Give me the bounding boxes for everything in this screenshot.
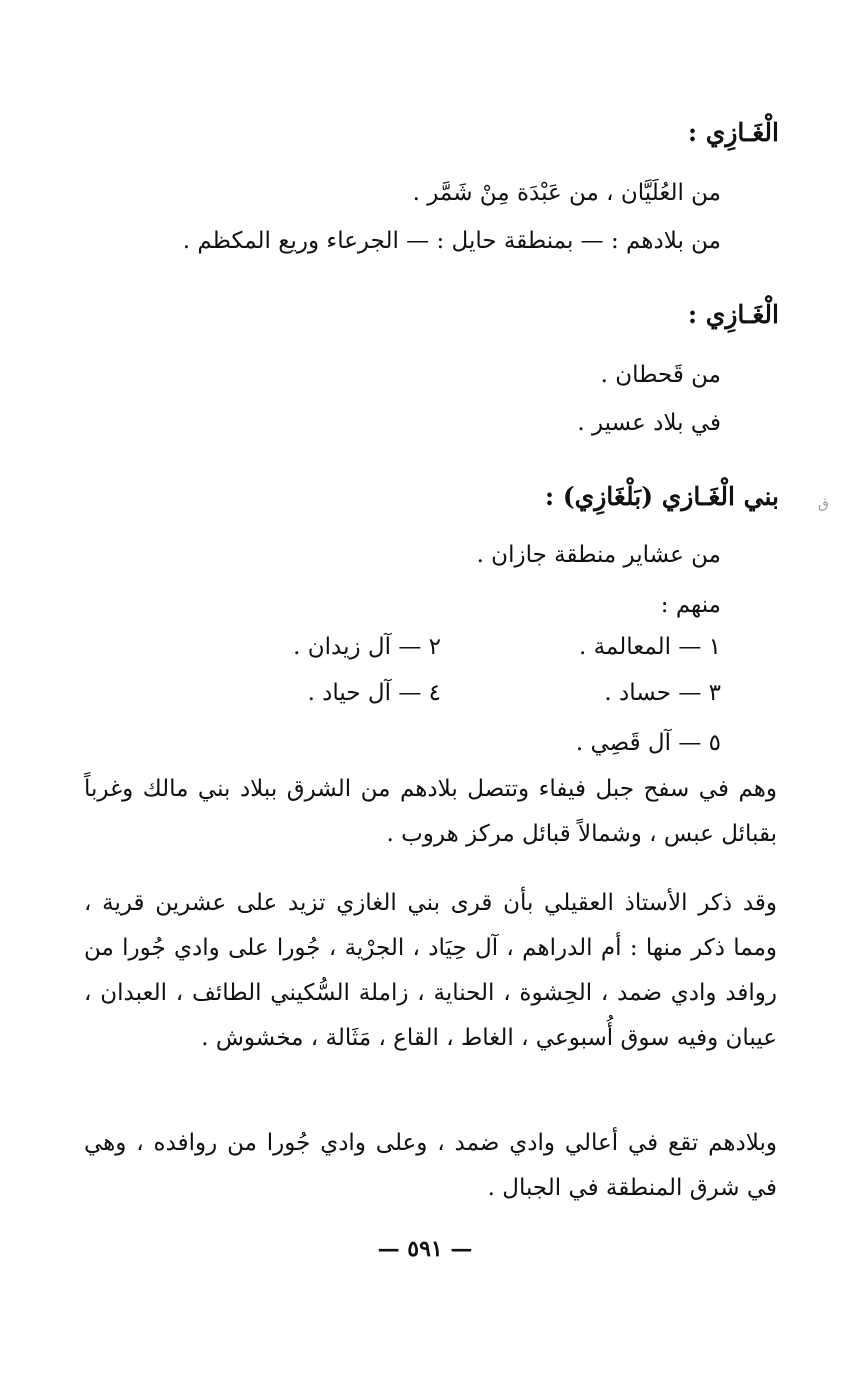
entry-2-line-1: من قَحطان . xyxy=(600,362,721,388)
paragraph-3: وبلادهم تقع في أعالي وادي ضمد ، وعلى وادي جُورا من روافده ، وهي في شرق المنطقة في الجبال . xyxy=(84,1130,777,1201)
entry-heading-1: الْغَـازِي : xyxy=(687,118,779,147)
entry-3-line-2: منهم : xyxy=(660,592,721,618)
entry-heading-2: الْغَـازِي : xyxy=(687,300,779,329)
margin-mark: ق xyxy=(818,496,829,512)
entry-1-line-1: من العُلَيَّان ، من عَبْدَة مِنْ شَمَّر . xyxy=(412,180,721,206)
page-number: — ٥٩١ — xyxy=(377,1236,473,1262)
entry-heading-3: بني الْغَـازي (بَلْغَازِي) : xyxy=(544,482,779,511)
list-item: ٢ — آل زيدان . xyxy=(293,634,441,660)
paragraph-2: وقد ذكر الأستاذ العقيلي بأن قرى بني الغازي تزيد على عشرين قرية ، ومما ذكر منها : أم الدراهم ، آل حِيَاد ، الجرْية ، جُورا على وادي جُورا من روافد وادي ضمد ، الحِشوة ، الحناية ، زاملة السُّكيني الطائف ، العبدان ، عيبان وفيه سوق أُسبوعي ، الغاط ، القاع ، مَثَالة ، مخشوش . xyxy=(84,890,777,1051)
entry-1-line-2: من بلادهم : — بمنطقة حايل : — الجرعاء وريع المكظم . xyxy=(182,228,721,254)
list-item: ٤ — آل حياد . xyxy=(307,680,441,706)
entry-3-line-1: من عشاير منطقة جازان . xyxy=(476,542,721,568)
entry-2-line-2: في بلاد عسير . xyxy=(577,410,721,436)
list-item: ٥ — آل قَصِي . xyxy=(575,730,721,756)
paragraph-1: وهم في سفح جبل فيفاء وتتصل بلادهم من الشرق ببلاد بني مالك وغرباً بقبائل عبس ، وشمالاً قبائل مركز هروب . xyxy=(84,776,777,847)
list-item: ١ — المعالمة . xyxy=(578,634,721,660)
list-item: ٣ — حساد . xyxy=(604,680,721,706)
